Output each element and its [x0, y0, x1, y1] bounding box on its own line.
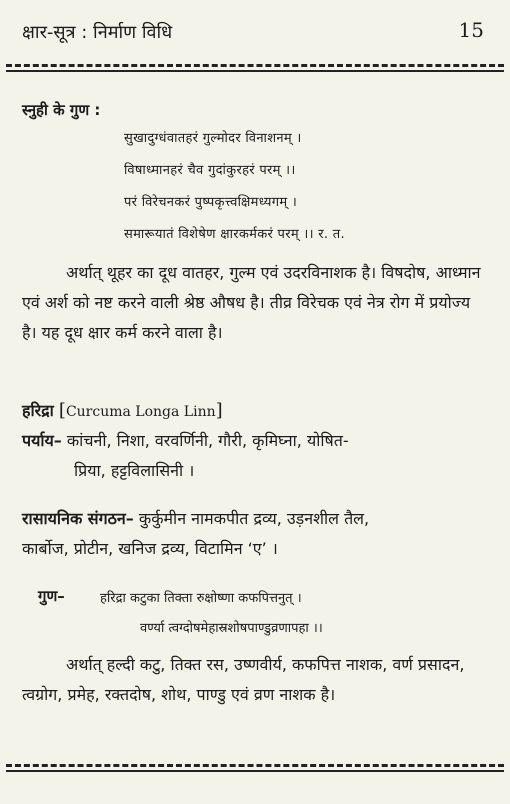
- guna-label: गुण–: [38, 587, 65, 605]
- header-rule: [6, 64, 504, 67]
- rasayanik-text: कुर्कुमीन नामकपीत द्रव्य, उड़नशील तैल,: [138, 509, 370, 528]
- paryay-line: [22, 426, 488, 456]
- paryay-text-cont: प्रिया, हट्टविलासिनी ।: [74, 461, 195, 480]
- footer-rule-thin: [6, 770, 504, 772]
- bracket-close: ]: [215, 400, 223, 421]
- bracket-open: [: [58, 400, 66, 421]
- haridra-explanation: अर्थात् हल्दी कटु, तिक्त रस, उष्णवीर्य, कफपित्त नाशक, वर्ण प्रसादन, त्वग्रोग, प्रमेह, रक्तदोष, शोथ, पाण्डु एवं व्रण नाशक है।: [22, 655, 465, 704]
- snuhi-verse-1: सुखादुग्धंवातहरं गुल्मोदर विनाशनम् ।: [124, 131, 302, 146]
- paryay-text: कांचनी, निशा, वरवर्णिनी, गौरी, कृमिघ्ना, योषित-: [66, 431, 349, 450]
- page-number: 15: [458, 18, 484, 42]
- footer-rule: [6, 764, 504, 767]
- paryay-label: पर्याय–: [22, 431, 62, 450]
- rasayanik-label: रासायनिक संगठन–: [22, 509, 134, 528]
- header-rule-thin: [6, 70, 504, 72]
- guna-verse-1: हरिद्रा कटुका तिक्ता रुक्षोष्णा कफपित्तनुत् ।: [100, 591, 302, 606]
- haridra-latin-name: Curcuma Longa Linn: [65, 404, 216, 420]
- snuhi-heading: स्नुही के गुण :: [22, 101, 101, 119]
- haridra-name: हरिद्रा: [22, 401, 54, 420]
- haridra-heading-line: [22, 396, 488, 427]
- running-header-title: क्षार-सूत्र : निर्माण विधि: [22, 22, 173, 43]
- snuhi-verse-2: विषाध्मानहरं चैव गुदांकुरहरं परम् ।।: [124, 163, 296, 178]
- rasayanik-line: [22, 504, 488, 534]
- snuhi-verse-3: परं विरेचनकरं पुष्पकृत्त्वक्षिमध्यगम् ।: [124, 195, 298, 210]
- rasayanik-text-cont: कार्बोज, प्रोटीन, खनिज द्रव्य, विटामिन ‘ए’ ।: [22, 539, 278, 558]
- snuhi-verse-4: समारूयातं विशेषेण क्षारकर्मकरं परम् ।। र. त.: [124, 227, 345, 242]
- guna-verse-2: वर्ण्या त्वग्दोषमेहास्रशोषपाण्डुव्रणापहा ।।: [140, 621, 323, 636]
- snuhi-explanation: अर्थात् थूहर का दूध वातहर, गुल्म एवं उदरविनाशक है। विषदोष, आध्मान एवं अर्श को नष्ट करने वाली श्रेष्ठ औषध है। तीव्र विरेचक एवं नेत्र रोग में प्रयोज्य है। यह दूध क्षार कर्म करने वाला है।: [22, 263, 481, 342]
